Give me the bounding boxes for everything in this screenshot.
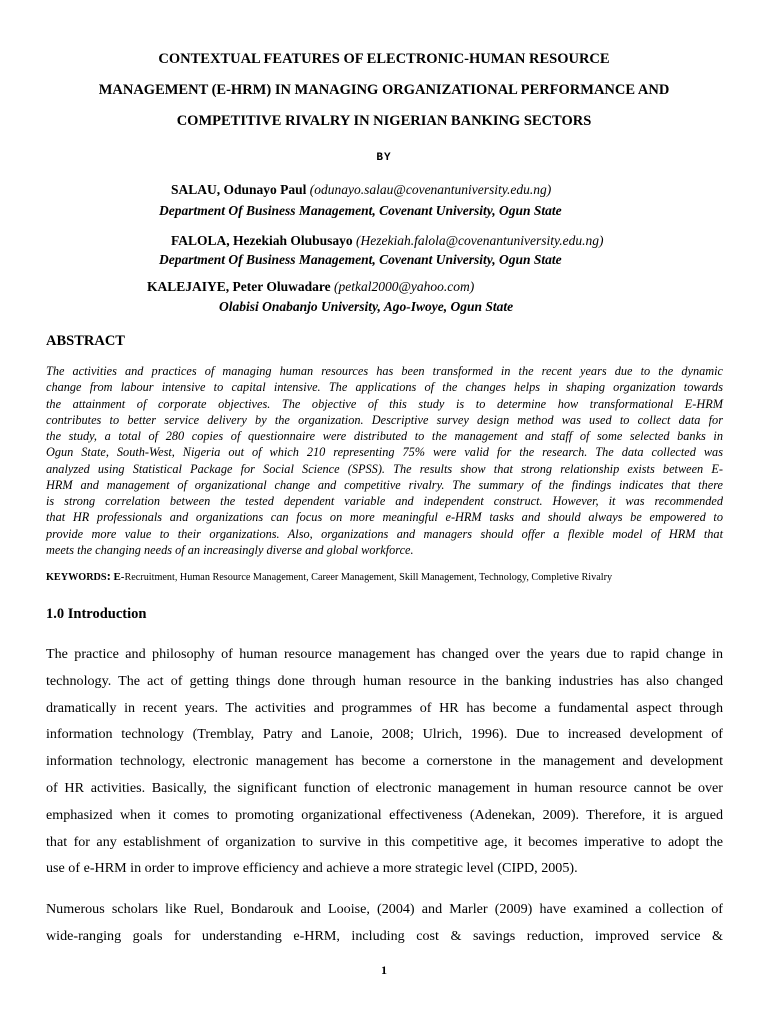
body-line: dramatically in recent years. The activities and programmes of HR has become a fundamental aspect through [46, 699, 723, 716]
abstract-body [46, 363, 723, 558]
abstract-line: contributes to better service delivery by the organization. Descriptive survey design method was used to collect data for [46, 412, 723, 427]
abstract-line: provide more value to their organizations. Also, organizations and managers should offer a flexible model of HRM that [46, 526, 723, 541]
author-2 [171, 232, 604, 250]
keywords-lead: E- [113, 571, 125, 583]
title-line: MANAGEMENT (E-HRM) IN MANAGING ORGANIZATIONAL PERFORMANCE AND [98, 82, 670, 98]
keywords [46, 568, 612, 584]
body-line: wide-ranging goals for understanding e-HRM, including cost & savings reduction, improved service & [46, 927, 723, 944]
body-line: that for any establishment of organization to survive in this competitive age, it becomes imperative to adopt the [46, 833, 723, 850]
intro-paragraph-1 [46, 641, 723, 882]
author-1 [171, 181, 551, 199]
author-name: KALEJAIYE, Peter Oluwadare [147, 279, 331, 294]
author-name: SALAU, Odunayo Paul [171, 182, 307, 197]
title-line: CONTEXTUAL FEATURES OF ELECTRONIC-HUMAN RESOURCE [158, 51, 610, 67]
abstract-line: The activities and practices of managing human resources has been transformed in the recent years due to the dynamic [46, 364, 723, 378]
paper-title [40, 44, 728, 137]
author-name: FALOLA, Hezekiah Olubusayo [171, 233, 353, 248]
title-line: COMPETITIVE RIVALRY IN NIGERIAN BANKING SECTORS [176, 113, 592, 129]
page-number: 1 [381, 963, 387, 977]
author-3 [147, 278, 474, 296]
body-line: technology. The act of getting things done through human resource in the banking industries has also changed [46, 672, 723, 689]
abstract-line: analyzed using Statistical Package for Social Science (SPSS). The results show that strong relationship exists between E- [46, 461, 723, 476]
body-line: of HR activities. Basically, the significant function of electronic management in human resource cannot be over [46, 779, 723, 796]
author-email: (petkal2000@yahoo.com) [334, 279, 475, 294]
author-affiliation: Department Of Business Management, Covenant University, Ogun State [159, 252, 562, 267]
abstract-line: that HR professionals and organizations can focus on more meaningful e-HRM tasks and should always be empowered to [46, 510, 723, 525]
intro-paragraph-2 [46, 896, 723, 950]
body-line: Numerous scholars like Ruel, Bondarouk and Looise, (2004) and Marler (2009) have examined a collection of [46, 901, 723, 917]
keywords-label: KEYWORDS [46, 572, 107, 583]
abstract-line: meets the changing needs of an increasingly diverse and global workforce. [46, 542, 414, 557]
author-affiliation: Olabisi Onabanjo University, Ago-Iwoye, Ogun State [219, 299, 514, 314]
abstract-heading: ABSTRACT [46, 333, 125, 349]
author-email: (odunayo.salau@covenantuniversity.edu.ng) [309, 182, 552, 197]
abstract-line: HRM and management of organizational change and competitive rivalry. The summary of the findings indicates that there [46, 477, 723, 492]
body-line: information technology, electronic management has become a cornerstone in the management and development [46, 753, 723, 770]
body-line: use of e-HRM in order to improve efficiency and achieve a more strategic level (CIPD, 2005). [46, 860, 578, 877]
author-affiliation: Department Of Business Management, Covenant University, Ogun State [159, 203, 562, 218]
section-heading-introduction: 1.0 Introduction [46, 606, 147, 622]
by-label: BY [376, 152, 392, 164]
keywords-list: Recruitment, Human Resource Management, Career Management, Skill Management, Technology, Completive Rivalry [124, 572, 613, 583]
abstract-line: the study, a total of 280 copies of questionnaire were distributed to the management and staff of some selected banks in [46, 429, 723, 443]
abstract-line: Ogun State, South-West, Nigeria out of which 210 representing 75% were valid for the research. The data collected was [46, 445, 723, 460]
keywords-colon: : [106, 568, 111, 583]
abstract-line: the attainment of corporate objectives. The objective of this study is to determine how transformational E-HRM [46, 396, 723, 411]
body-line: information technology (Tremblay, Patry and Lanoie, 2008; Ulrich, 1996). Due to increased development of [46, 726, 723, 743]
abstract-line: change from labour intensive to capital intensive. The applications of the changes helps in shaping organization towards [46, 380, 723, 395]
abstract-line: is strong correlation between the tested dependent variable and independent construct. However, it was recommended [46, 494, 723, 508]
body-line: The practice and philosophy of human resource management has changed over the years due to rapid change in [46, 646, 723, 662]
body-line: emphasized when it comes to promoting organizational effectiveness (Adenekan, 2009). Therefore, it is argued [46, 806, 723, 823]
author-email: (Hezekiah.falola@covenantuniversity.edu.ng) [356, 233, 604, 248]
